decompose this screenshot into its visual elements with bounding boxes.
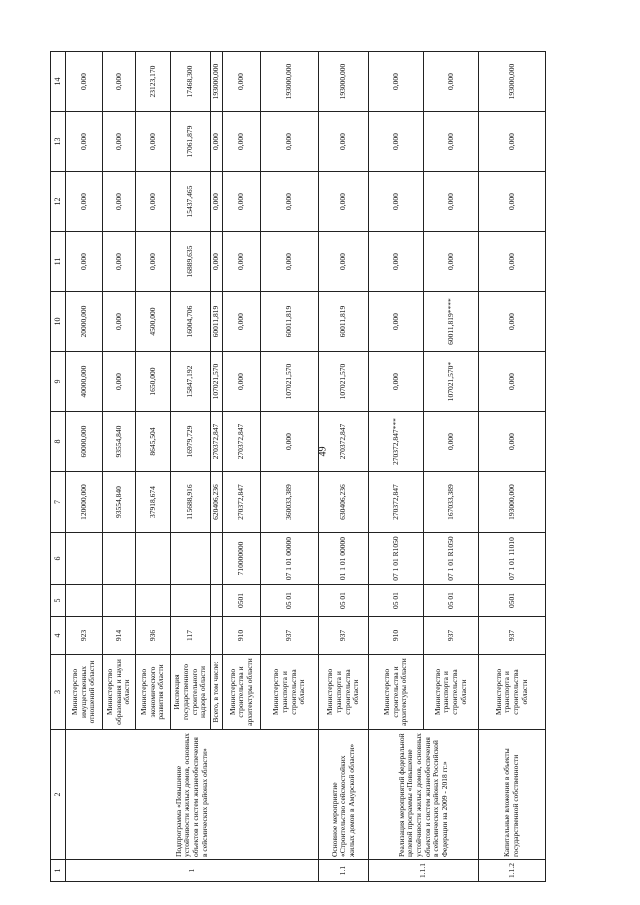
table-row bbox=[66, 52, 103, 882]
code-cell bbox=[171, 585, 211, 617]
code-cell: 923 bbox=[66, 617, 103, 655]
value-cell: 0,000 bbox=[223, 352, 261, 412]
code-cell: 05 01 bbox=[319, 585, 369, 617]
value-cell: 20000,000 bbox=[66, 292, 103, 352]
value-cell: 60011,819 bbox=[261, 292, 319, 352]
value-cell: 60000,000 bbox=[66, 412, 103, 472]
value-cell: 107021,570 bbox=[261, 352, 319, 412]
activity-name: Реализация мероприятий федеральной целевой программы «Повышение устойчивости жилых домов, основных объектов и систем жизнеобеспечения в сейсмических районах Российской Федерации на 2009 - 2018 гг.» bbox=[369, 730, 479, 860]
value-cell: 0,000 bbox=[66, 232, 103, 292]
value-cell: 17468,300 bbox=[171, 52, 211, 112]
code-cell: 910 bbox=[223, 617, 261, 655]
value-cell: 40000,000 bbox=[66, 352, 103, 412]
value-cell: 0,000 bbox=[66, 52, 103, 112]
value-cell: 270372,847*** bbox=[369, 412, 424, 472]
value-cell: 620406,236 bbox=[211, 472, 223, 533]
column-header: 10 bbox=[51, 292, 66, 352]
value-cell: 17061,879 bbox=[171, 112, 211, 172]
code-cell: 01 1 01 00000 bbox=[319, 533, 369, 585]
executor-cell: Министерство транспорта и строительства области bbox=[261, 655, 319, 730]
value-cell: 270372,847 bbox=[319, 412, 369, 472]
activity-name: Капитальные вложения в объекты государственной собственности bbox=[479, 730, 546, 860]
value-cell: 0,000 bbox=[261, 172, 319, 232]
value-cell: 93554,840 bbox=[103, 412, 136, 472]
code-cell: 914 bbox=[103, 617, 136, 655]
page-number: 49 bbox=[317, 446, 329, 457]
value-cell: 0,000 bbox=[136, 112, 171, 172]
column-header: 1 bbox=[51, 860, 66, 882]
row-number: 1.1 bbox=[319, 860, 369, 882]
code-cell bbox=[211, 533, 223, 585]
value-cell: 0,000 bbox=[424, 112, 479, 172]
code-cell: 710000000 bbox=[223, 533, 261, 585]
value-cell: 193000,000 bbox=[319, 52, 369, 112]
value-cell: 360033,389 bbox=[261, 472, 319, 533]
value-cell: 0,000 bbox=[424, 172, 479, 232]
value-cell: 0,000 bbox=[136, 232, 171, 292]
executor-cell: Министерство имущественных отношений области bbox=[66, 655, 103, 730]
code-cell: 937 bbox=[479, 617, 546, 655]
value-cell: 8645,504 bbox=[136, 412, 171, 472]
value-cell: 0,000 bbox=[319, 112, 369, 172]
value-cell: 0,000 bbox=[211, 232, 223, 292]
column-header: 5 bbox=[51, 585, 66, 617]
value-cell: 270372,847 bbox=[223, 472, 261, 533]
value-cell: 0,000 bbox=[479, 112, 546, 172]
code-cell: 07 1 01 R1050 bbox=[424, 533, 479, 585]
value-cell: 167033,389 bbox=[424, 472, 479, 533]
value-cell: 0,000 bbox=[223, 232, 261, 292]
executor-cell: Министерство транспорта и строительства области bbox=[479, 655, 546, 730]
value-cell: 107021,570 bbox=[319, 352, 369, 412]
value-cell: 0,000 bbox=[424, 412, 479, 472]
value-cell: 0,000 bbox=[369, 352, 424, 412]
value-cell: 120000,000 bbox=[66, 472, 103, 533]
value-cell: 0,000 bbox=[479, 292, 546, 352]
column-header: 4 bbox=[51, 617, 66, 655]
value-cell: 15437,465 bbox=[171, 172, 211, 232]
value-cell: 0,000 bbox=[223, 112, 261, 172]
value-cell: 0,000 bbox=[223, 52, 261, 112]
column-header: 13 bbox=[51, 112, 66, 172]
code-cell: 937 bbox=[261, 617, 319, 655]
table-row bbox=[479, 52, 546, 882]
value-cell: 0,000 bbox=[424, 232, 479, 292]
value-cell: 270372,847 bbox=[211, 412, 223, 472]
value-cell: 0,000 bbox=[369, 232, 424, 292]
program-name: Подпрограмма «Повышение устойчивости жилых домов, основных объектов и систем жизнеобеспечения в сейсмических районах области» bbox=[66, 730, 319, 860]
value-cell: 93554,840 bbox=[103, 472, 136, 533]
value-cell: 37918,674 bbox=[136, 472, 171, 533]
column-header: 9 bbox=[51, 352, 66, 412]
row-number: 1.1.2 bbox=[479, 860, 546, 882]
value-cell: 0,000 bbox=[66, 112, 103, 172]
code-cell bbox=[171, 533, 211, 585]
value-cell: 193000,000 bbox=[211, 52, 223, 112]
code-cell: 937 bbox=[319, 617, 369, 655]
column-header: 14 bbox=[51, 52, 66, 112]
code-cell: 0501 bbox=[223, 585, 261, 617]
code-cell bbox=[136, 585, 171, 617]
value-cell: 193000,000 bbox=[261, 52, 319, 112]
executor-cell: Министерство транспорта и строительства области bbox=[424, 655, 479, 730]
value-cell: 0,000 bbox=[261, 112, 319, 172]
value-cell: 0,000 bbox=[369, 292, 424, 352]
value-cell: 193000,000 bbox=[479, 472, 546, 533]
code-cell: 117 bbox=[171, 617, 211, 655]
value-cell: 60011,819**** bbox=[424, 292, 479, 352]
value-cell: 0,000 bbox=[103, 292, 136, 352]
row-number: 1.1.1 bbox=[369, 860, 479, 882]
code-cell: 0501 bbox=[479, 585, 546, 617]
code-cell bbox=[66, 533, 103, 585]
value-cell: 4500,000 bbox=[136, 292, 171, 352]
column-header: 2 bbox=[51, 730, 66, 860]
executor-cell: Инспекция государственного строительного надзора области bbox=[171, 655, 211, 730]
value-cell: 0,000 bbox=[223, 172, 261, 232]
value-cell: 0,000 bbox=[319, 232, 369, 292]
value-cell: 0,000 bbox=[223, 292, 261, 352]
value-cell: 193000,000 bbox=[479, 52, 546, 112]
code-cell bbox=[136, 533, 171, 585]
value-cell: 0,000 bbox=[103, 52, 136, 112]
budget-table-page bbox=[50, 52, 560, 882]
executor-cell: Министерство образования и науки области bbox=[103, 655, 136, 730]
value-cell: 0,000 bbox=[369, 112, 424, 172]
code-cell: 07 1 01 R1050 bbox=[369, 533, 424, 585]
code-cell bbox=[211, 617, 223, 655]
code-cell: 07 1 01 00000 bbox=[261, 533, 319, 585]
code-cell bbox=[103, 533, 136, 585]
value-cell: 0,000 bbox=[211, 172, 223, 232]
executor-cell: Министерство экономического развития области bbox=[136, 655, 171, 730]
value-cell: 0,000 bbox=[103, 172, 136, 232]
column-number-row bbox=[51, 52, 66, 882]
value-cell: 0,000 bbox=[261, 412, 319, 472]
value-cell: 1650,000 bbox=[136, 352, 171, 412]
column-header: 3 bbox=[51, 655, 66, 730]
value-cell: 15847,192 bbox=[171, 352, 211, 412]
executor-cell: Министерство транспорта и строительства области bbox=[319, 655, 369, 730]
value-cell: 0,000 bbox=[479, 172, 546, 232]
code-cell bbox=[211, 585, 223, 617]
code-cell bbox=[66, 585, 103, 617]
code-cell: 05 01 bbox=[369, 585, 424, 617]
value-cell: 107021,570 bbox=[211, 352, 223, 412]
code-cell: 936 bbox=[136, 617, 171, 655]
table-row bbox=[369, 52, 424, 882]
code-cell: 937 bbox=[424, 617, 479, 655]
value-cell: 0,000 bbox=[319, 172, 369, 232]
code-cell bbox=[103, 585, 136, 617]
column-header: 11 bbox=[51, 232, 66, 292]
code-cell: 05 01 bbox=[261, 585, 319, 617]
executor-cell: Министерство строительства и архитектуры области bbox=[369, 655, 424, 730]
value-cell: 0,000 bbox=[66, 172, 103, 232]
value-cell: 0,000 bbox=[211, 112, 223, 172]
code-cell: 07 1 01 11010 bbox=[479, 533, 546, 585]
code-cell: 910 bbox=[369, 617, 424, 655]
column-header: 8 bbox=[51, 412, 66, 472]
value-cell: 115688,916 bbox=[171, 472, 211, 533]
column-header: 7 bbox=[51, 472, 66, 533]
value-cell: 0,000 bbox=[103, 232, 136, 292]
column-header: 12 bbox=[51, 172, 66, 232]
value-cell: 0,000 bbox=[103, 112, 136, 172]
value-cell: 270372,847 bbox=[223, 412, 261, 472]
code-cell: 05 01 bbox=[424, 585, 479, 617]
value-cell: 0,000 bbox=[479, 352, 546, 412]
value-cell: 0,000 bbox=[103, 352, 136, 412]
activity-name: Основное мероприятие «Строительство сейсмостойких жилых домов в Амурской области» bbox=[319, 730, 369, 860]
value-cell: 630406,236 bbox=[319, 472, 369, 533]
row-number: 1 bbox=[66, 860, 319, 882]
value-cell: 0,000 bbox=[479, 232, 546, 292]
column-header: 6 bbox=[51, 533, 66, 585]
budget-table bbox=[50, 51, 546, 882]
executor-cell: Министерство строительства и архитектуры области bbox=[223, 655, 261, 730]
value-cell: 0,000 bbox=[424, 52, 479, 112]
value-cell: 0,000 bbox=[479, 412, 546, 472]
value-cell: 270372,847 bbox=[369, 472, 424, 533]
value-cell: 60011,819 bbox=[319, 292, 369, 352]
value-cell: 0,000 bbox=[369, 172, 424, 232]
table-row bbox=[319, 52, 369, 882]
value-cell: 16979,729 bbox=[171, 412, 211, 472]
value-cell: 107021,570* bbox=[424, 352, 479, 412]
value-cell: 16004,706 bbox=[171, 292, 211, 352]
value-cell: 23123,170 bbox=[136, 52, 171, 112]
value-cell: 0,000 bbox=[261, 232, 319, 292]
value-cell: 16889,635 bbox=[171, 232, 211, 292]
value-cell: 0,000 bbox=[136, 172, 171, 232]
executor-cell: Всего, в том числе: bbox=[211, 655, 223, 730]
value-cell: 60011,819 bbox=[211, 292, 223, 352]
value-cell: 0,000 bbox=[369, 52, 424, 112]
